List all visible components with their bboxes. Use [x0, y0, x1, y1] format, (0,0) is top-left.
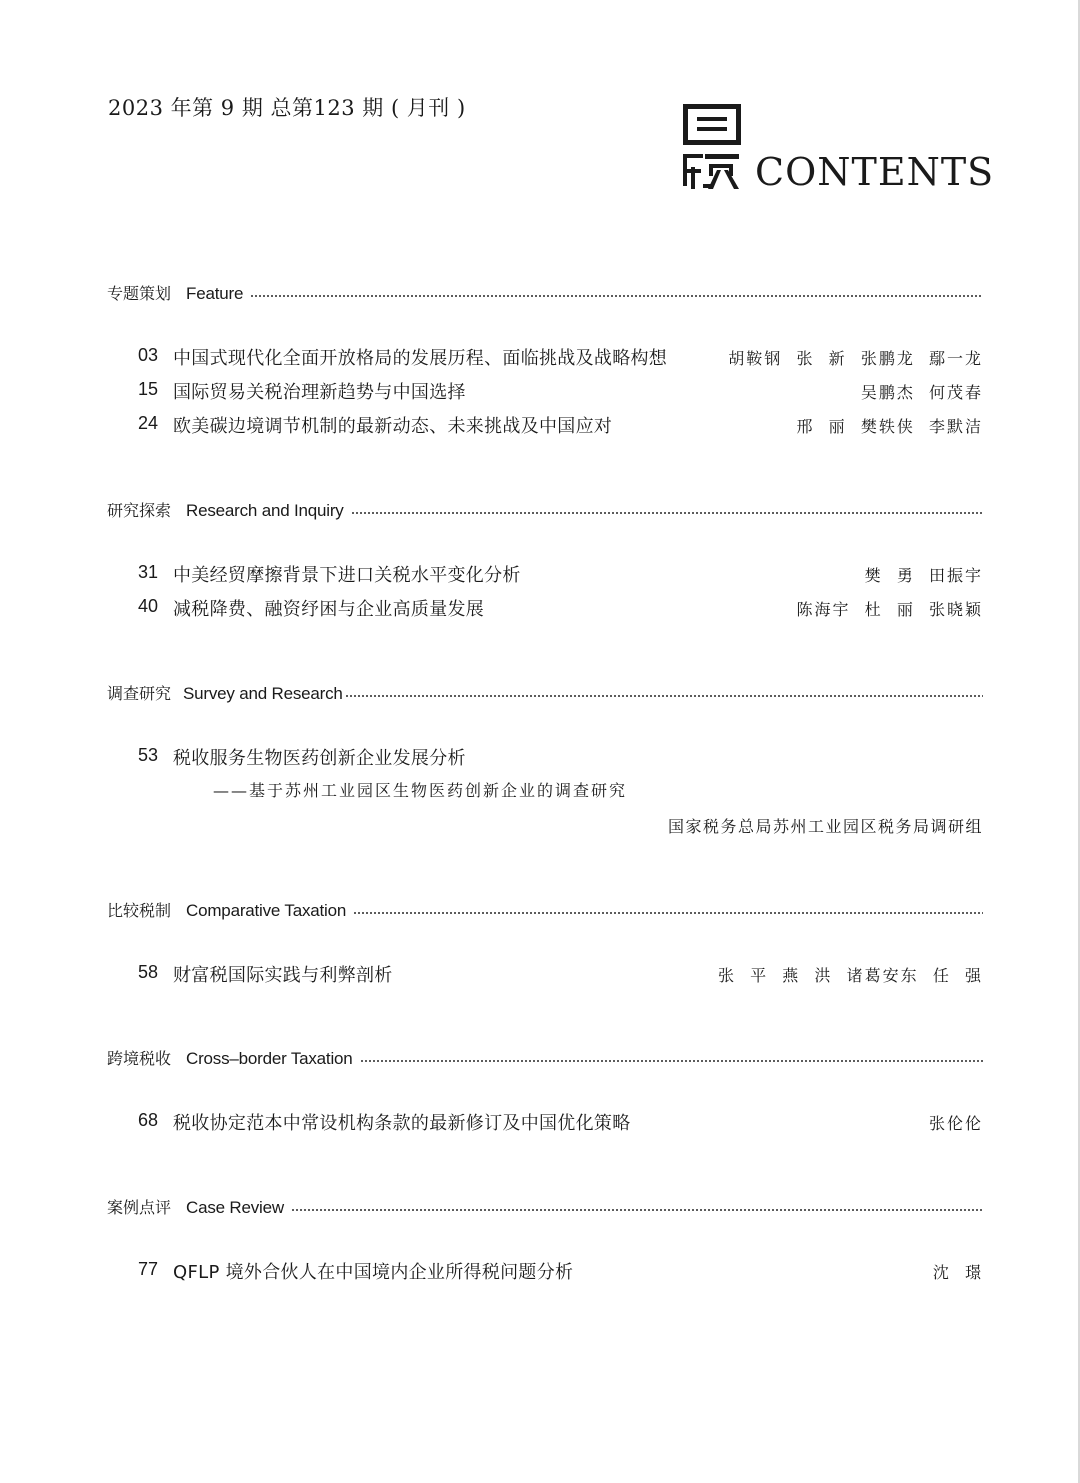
- toc-entry[interactable]: [107, 1106, 983, 1140]
- article-authors: 吴鹏杰 何茂春: [860, 383, 983, 402]
- article-title[interactable]: 税收服务生物医药创新企业发展分析: [173, 748, 466, 769]
- section-title-cn: 研究探索: [107, 501, 172, 520]
- article-authors: 陈海宇 杜 丽 张晓颖: [796, 600, 983, 619]
- article-title[interactable]: QFLP 境外合伙人在中国境内企业所得税问题分析: [173, 1262, 574, 1283]
- dotted-leader: [250, 295, 983, 297]
- section-title-cn: 案例点评: [107, 1198, 172, 1217]
- article-title[interactable]: 税收协定范本中常设机构条款的最新修订及中国优化策略: [173, 1113, 631, 1134]
- section-header: [107, 898, 983, 922]
- section-title-en: Research and Inquiry: [186, 501, 344, 520]
- toc-entry[interactable]: [107, 409, 983, 443]
- article-authors: 胡鞍钢 张 新 张鹏龙 鄢一龙: [728, 349, 983, 368]
- section-header: [107, 1046, 983, 1070]
- section-title-cn: 跨境税收: [107, 1049, 172, 1068]
- section-research: [107, 498, 983, 626]
- article-title[interactable]: 减税降费、融资纾困与企业高质量发展: [173, 599, 485, 620]
- article-subtitle: ——基于苏州工业园区生物医药创新企业的调查研究: [213, 781, 628, 800]
- masthead: [683, 104, 995, 194]
- article-title[interactable]: 欧美碳边境调节机制的最新动态、未来挑战及中国应对: [173, 416, 613, 437]
- page-number: 68: [138, 1110, 159, 1130]
- section-title-en: Case Review: [186, 1198, 284, 1217]
- article-title[interactable]: 国际贸易关税治理新趋势与中国选择: [173, 382, 466, 403]
- dotted-leader: [351, 512, 983, 514]
- page-number: 24: [138, 413, 159, 433]
- page-number: 58: [138, 962, 159, 982]
- dotted-leader: [291, 1209, 983, 1211]
- article-authors: 张伦伦: [928, 1114, 983, 1133]
- article-authors: 樊 勇 田振宇: [864, 566, 983, 585]
- section-title-en: Comparative Taxation: [186, 901, 347, 920]
- article-organization: 国家税务总局苏州工业园区税务局调研组: [667, 817, 983, 836]
- issue-info: 2023 年第 9 期 总第123 期 ( 月刊 ): [108, 96, 466, 120]
- section-case-review: [107, 1195, 983, 1289]
- section-title-cn: 专题策划: [107, 284, 172, 303]
- dotted-leader: [345, 695, 983, 697]
- dotted-leader: [360, 1060, 983, 1062]
- section-header: [107, 681, 983, 705]
- section-cross-border: [107, 1046, 983, 1140]
- page-number: 31: [138, 562, 159, 582]
- toc-org-line: [107, 809, 983, 843]
- toc-entry[interactable]: [107, 958, 983, 992]
- page-number: 77: [138, 1259, 159, 1279]
- section-title-cn: 比较税制: [107, 901, 172, 920]
- section-header: [107, 498, 983, 522]
- toc-entry[interactable]: [107, 741, 983, 775]
- article-authors: 邢 丽 樊轶侠 李默洁: [796, 417, 983, 436]
- page-number: 03: [138, 345, 159, 365]
- page-number: 15: [138, 379, 159, 399]
- section-title-en: Cross–border Taxation: [186, 1049, 353, 1068]
- article-authors: 沈 璟: [932, 1263, 983, 1282]
- section-feature: [107, 281, 983, 443]
- section-header: [107, 281, 983, 305]
- toc-entry[interactable]: [107, 558, 983, 592]
- section-title-en: Survey and Research: [183, 684, 343, 703]
- toc-entry[interactable]: [107, 592, 983, 626]
- page-number: 53: [138, 745, 159, 765]
- article-authors: 张 平 燕 洪 诸葛安东 任 强: [717, 966, 983, 985]
- mulu-logo-icon: [683, 104, 745, 190]
- contents-heading: CONTENTS: [755, 150, 995, 194]
- section-header: [107, 1195, 983, 1219]
- section-title-en: Feature: [186, 284, 244, 303]
- toc-subtitle-line: [107, 775, 983, 809]
- dotted-leader: [353, 912, 983, 914]
- page-number: 40: [138, 596, 159, 616]
- toc-entry[interactable]: [107, 1255, 983, 1289]
- section-title-cn: 调查研究: [107, 684, 172, 703]
- section-survey: [107, 681, 983, 843]
- article-title[interactable]: 中美经贸摩擦背景下进口关税水平变化分析: [173, 565, 521, 586]
- article-title[interactable]: 中国式现代化全面开放格局的发展历程、面临挑战及战略构想: [173, 348, 668, 369]
- section-comparative: [107, 898, 983, 992]
- toc-entry[interactable]: [107, 375, 983, 409]
- article-title[interactable]: 财富税国际实践与利弊剖析: [173, 965, 393, 986]
- toc-entry[interactable]: [107, 341, 983, 375]
